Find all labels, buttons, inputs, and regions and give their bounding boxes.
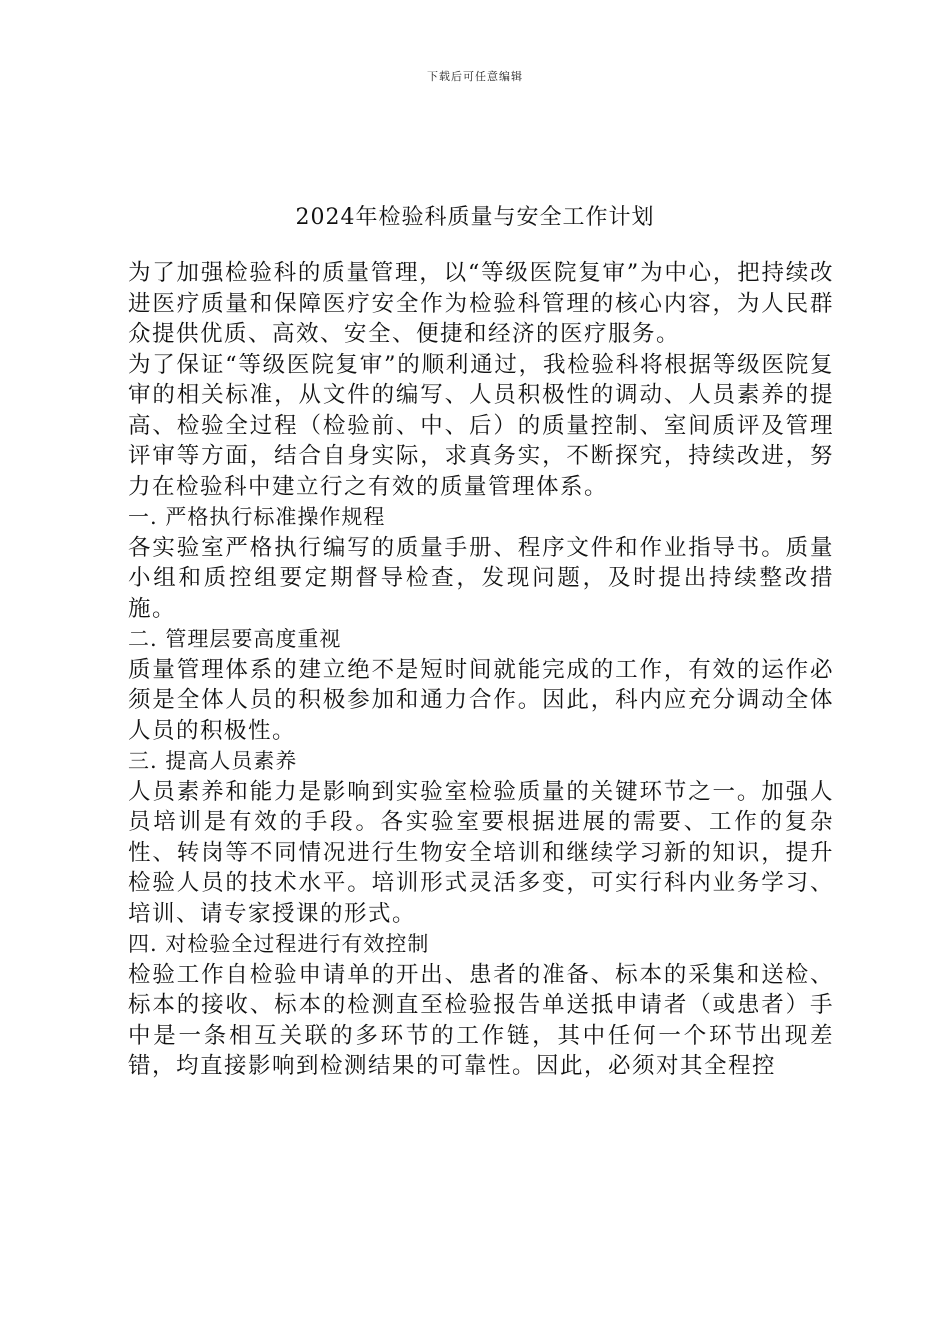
section-heading-2: 二. 管理层要高度重视	[128, 627, 342, 651]
section-text-4: 检验工作自检验申请单的开出、患者的准备、标本的采集和送检、标本的接收、标本的检测直至检验报告单送抵申请者（或患者）手中是一条相互关联的多环节的工作链，其中任何一个环节出现差错，均直接影响到检测结果的可靠性。因此，必须对其全程控	[128, 961, 834, 1079]
section-text-1: 各实验室严格执行编写的质量手册、程序文件和作业指导书。质量小组和质控组要定期督导检查，发现问题，及时提出持续整改措施。	[128, 534, 834, 622]
section-heading-1: 一. 严格执行标准操作规程	[128, 505, 386, 529]
intro-paragraph-1: 为了加强检验科的质量管理，以“等级医院复审”为中心，把持续改进医疗质量和保障医疗安全作为检验科管理的核心内容，为人民群众提供优质、高效、安全、便捷和经济的医疗服务。	[128, 260, 834, 347]
header-note: 下载后可任意编辑	[427, 70, 523, 83]
section-text-3: 人员素养和能力是影响到实验室检验质量的关键环节之一。加强人员培训是有效的手段。各实验室要根据进展的需要、工作的复杂性、转岗等不同情况进行生物安全培训和继续学习新的知识，提升检验人员的技术水平。培训形式灵活多变，可实行科内业务学习、培训、请专家授课的形式。	[128, 778, 834, 927]
section-heading-3: 三. 提高人员素养	[128, 749, 298, 773]
document-title: 2024年检验科质量与安全工作计划	[295, 205, 655, 230]
section-text-2: 质量管理体系的建立绝不是短时间就能完成的工作，有效的运作必须是全体人员的积极参加和通力合作。因此，科内应充分调动全体人员的积极性。	[128, 656, 834, 744]
section-heading-4: 四. 对检验全过程进行有效控制	[128, 932, 430, 956]
intro-paragraph-2: 为了保证“等级医院复审”的顺利通过，我检验科将根据等级医院复审的相关标准，从文件的编写、人员积极性的调动、人员素养的提高、检验全过程（检验前、中、后）的质量控制、室间质评及管理评审等方面，结合自身实际，求真务实，不断探究，持续改进，努力在检验科中建立行之有效的质量管理体系。	[128, 351, 834, 500]
document-body	[128, 258, 834, 1082]
